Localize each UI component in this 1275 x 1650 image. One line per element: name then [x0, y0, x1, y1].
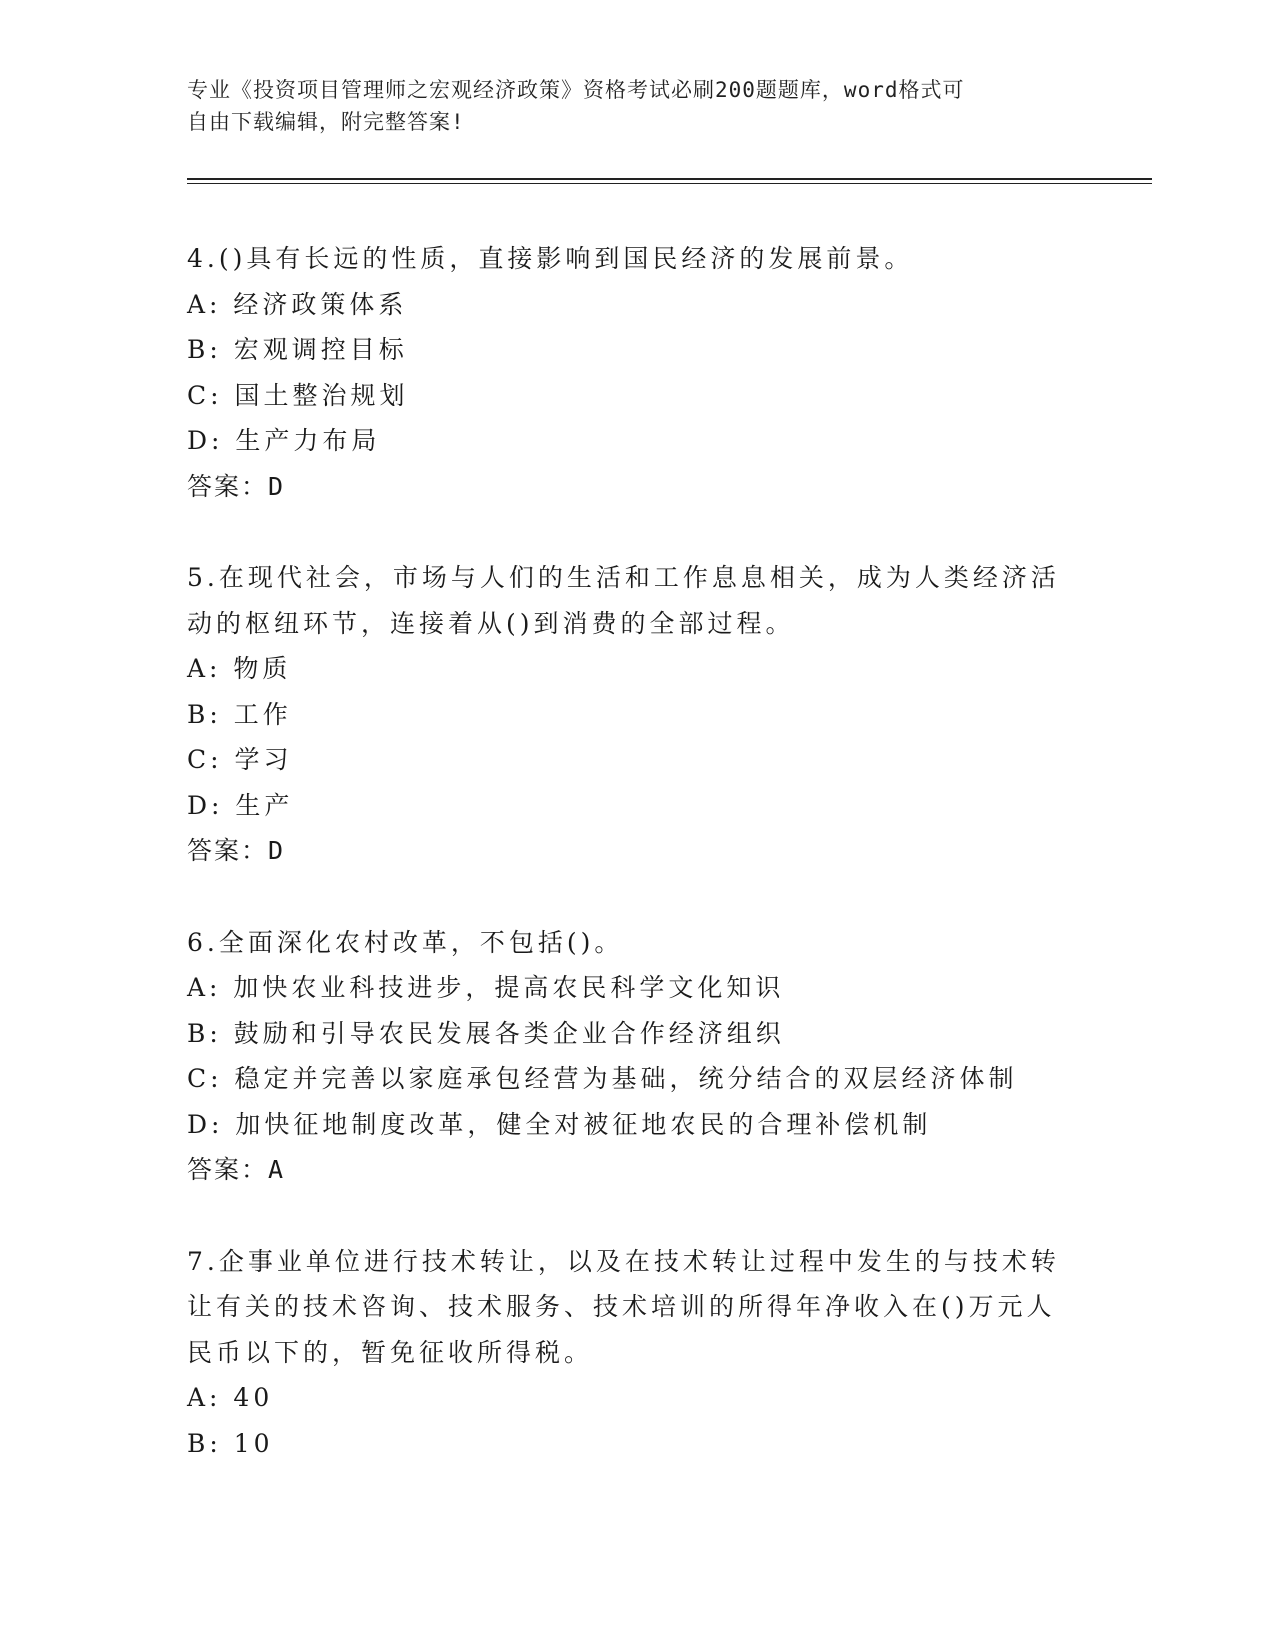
- option-a: A: 40: [187, 1383, 274, 1412]
- option-d: D: 生产力布局: [187, 426, 381, 455]
- answer-line: [187, 828, 1067, 874]
- option-c: C: 学习: [187, 745, 293, 774]
- answer-line: [187, 464, 1067, 510]
- answer-value: D: [268, 471, 286, 501]
- question-stem-line-3: 民币以下的，暂免征收所得税。: [187, 1337, 594, 1367]
- answer-value: A: [268, 1155, 286, 1184]
- option-a: A: 加快农业科技进步，提高农民科学文化知识: [187, 973, 785, 1002]
- header-divider-thick: [187, 178, 1152, 180]
- question-stem: 6.全面深化农村改革，不包括()。: [187, 927, 624, 957]
- question-5: [187, 555, 1067, 874]
- question-stem-line-1: 7.企事业单位进行技术转让，以及在技术转让过程中发生的与技术转: [187, 1246, 1060, 1276]
- question-stem-line-2: 动的枢纽环节，连接着从()到消费的全部过程。: [187, 608, 795, 638]
- option-b: B: 鼓励和引导农民发展各类企业合作经济组织: [187, 1018, 785, 1048]
- question-7: [187, 1239, 1067, 1467]
- option-c: C: 国土整治规划: [187, 380, 409, 410]
- question-4: [187, 236, 1067, 509]
- question-list: [187, 236, 1067, 1466]
- option-c: C: 稳定并完善以家庭承包经营为基础，统分结合的双层经济体制: [187, 1064, 1018, 1093]
- question-stem: 4.()具有长远的性质，直接影响到国民经济的发展前景。: [187, 244, 914, 273]
- question-6: [187, 920, 1067, 1193]
- option-d: D: 加快征地制度改革，健全对被征地农民的合理补偿机制: [187, 1109, 932, 1139]
- header-line-2: 自由下载编辑，附完整答案!: [187, 110, 465, 134]
- option-a: A: 经济政策体系: [187, 289, 408, 319]
- question-stem-line-2: 让有关的技术咨询、技术服务、技术培训的所得年净收入在()万元人: [187, 1292, 1056, 1321]
- option-b: B: 工作: [187, 699, 292, 729]
- answer-line: [187, 1147, 1067, 1193]
- option-b: B: 10: [187, 1428, 274, 1458]
- header-divider-thin: [187, 183, 1152, 184]
- question-stem-line-1: 5.在现代社会，市场与人们的生活和工作息息相关，成为人类经济活: [187, 563, 1060, 592]
- document-header: [187, 74, 1067, 138]
- answer-label: 答案：: [187, 1155, 269, 1184]
- option-a: A: 物质: [187, 654, 292, 683]
- answer-label: 答案：: [187, 471, 269, 501]
- option-b: B: 宏观调控目标: [187, 335, 408, 364]
- answer-label: 答案：: [187, 836, 269, 865]
- option-d: D: 生产: [187, 790, 294, 820]
- answer-value: D: [268, 836, 286, 865]
- header-line-1: 专业《投资项目管理师之宏观经济政策》资格考试必刷200题题库，word格式可: [187, 78, 965, 102]
